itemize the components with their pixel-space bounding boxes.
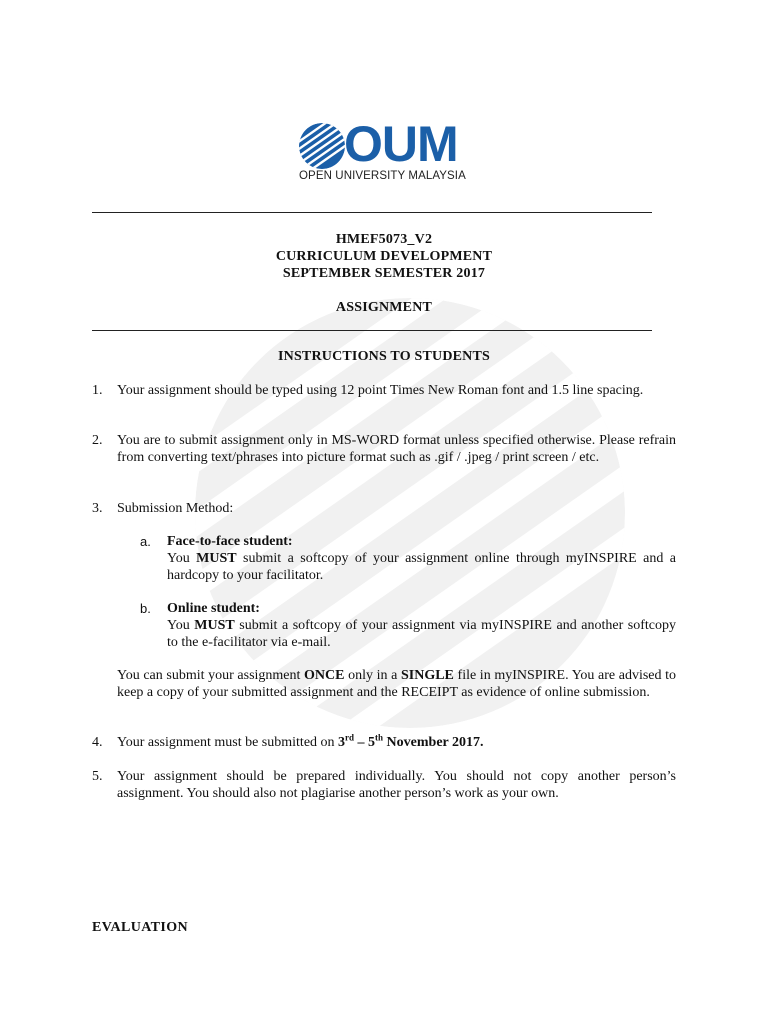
subitem-face-to-face: Face-to-face student: You MUST submit a softcopy of your assignment online through myINSPIRE and a hardcopy to your facilitator. xyxy=(167,534,677,583)
item-number: 4. xyxy=(92,735,103,750)
item-number: 1. xyxy=(92,383,103,398)
instruction-item-2: You are to submit assignment only in MS-WORD format unless specified otherwise. Please refrain from converting text/phrases into picture format such as .gif / .jpeg / print screen / etc. xyxy=(117,433,676,465)
submission-note: You can submit your assignment ONCE only in a SINGLE file in myINSPIRE. You are advised to keep a copy of your submitted assignment and the RECEIPT as evidence of online submission. xyxy=(117,668,677,700)
instruction-item-3: Submission Method: xyxy=(117,501,234,516)
course-name: CURRICULUM DEVELOPMENT xyxy=(275,249,493,264)
semester: SEPTEMBER SEMESTER 2017 xyxy=(282,266,486,281)
item-number: 3. xyxy=(92,501,103,516)
bottom-divider xyxy=(92,330,652,331)
oum-logo-mark xyxy=(298,122,346,170)
subitem-title: Online student: xyxy=(167,601,260,616)
subitem-label: b. xyxy=(140,601,151,616)
logo-subtitle: OPEN UNIVERSITY MALAYSIA xyxy=(299,170,466,182)
instruction-item-5: Your assignment should be prepared individually. You should not copy another person’s assignment. You should also not plagiarise another person’s work as your own. xyxy=(117,769,676,801)
instructions-title: INSTRUCTIONS TO STUDENTS xyxy=(277,349,491,364)
logo-wordmark: OUM xyxy=(344,116,458,172)
instruction-item-1: Your assignment should be typed using 12 point Times New Roman font and 1.5 line spacing. xyxy=(117,383,644,398)
document-type: ASSIGNMENT xyxy=(335,300,433,315)
item-number: 2. xyxy=(92,433,103,448)
due-date: 3rd – 5th November 2017. xyxy=(338,732,484,750)
instruction-item-4: Your assignment must be submitted on 3rd – 5th November 2017. xyxy=(117,732,484,750)
oum-logo xyxy=(298,118,478,188)
subitem-label: a. xyxy=(140,534,151,549)
course-code: HMEF5073_V2 xyxy=(335,232,433,247)
evaluation-heading: EVALUATION xyxy=(92,920,189,935)
top-divider xyxy=(92,212,652,213)
subitem-title: Face-to-face student: xyxy=(167,534,293,549)
subitem-online: Online student: You MUST submit a softcopy of your assignment via myINSPIRE and another softcopy to the e-facilitator via e-mail. xyxy=(167,601,677,650)
item-number: 5. xyxy=(92,769,103,784)
